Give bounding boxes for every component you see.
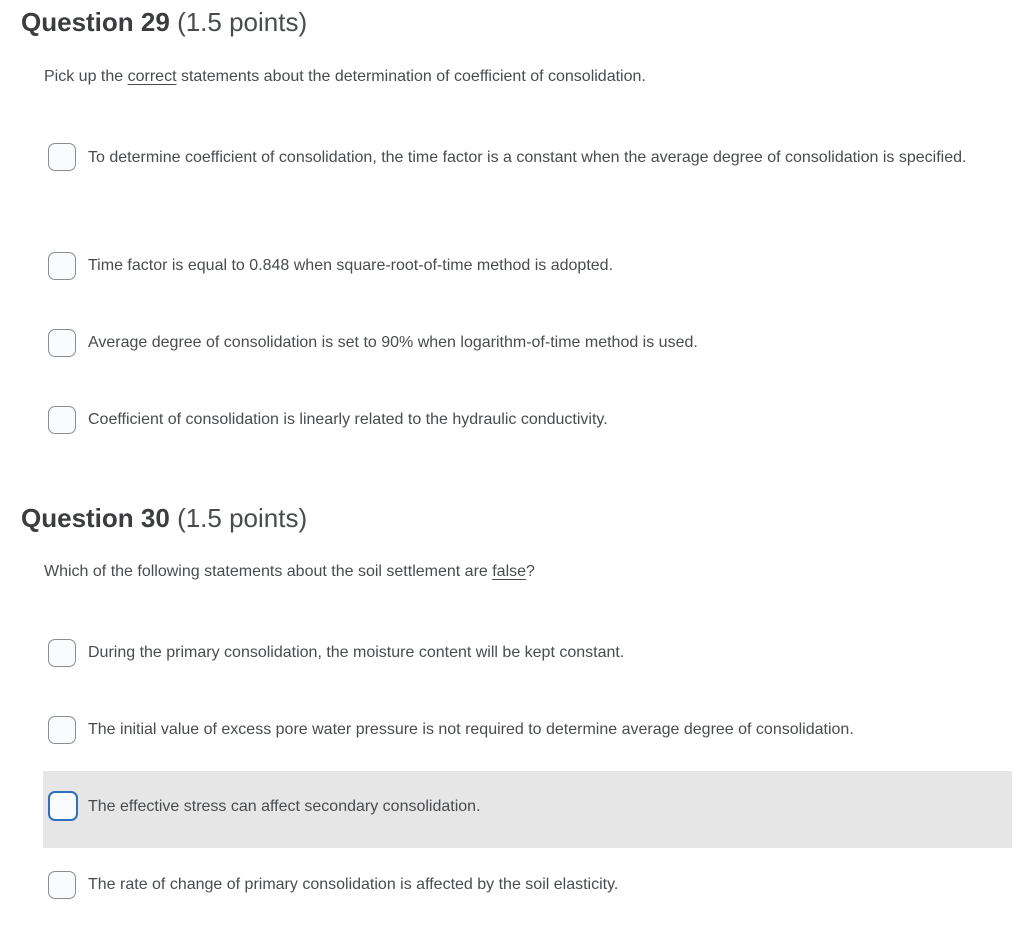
question-29-prompt <box>44 68 646 86</box>
prompt-emphasis: false <box>492 563 527 580</box>
option-label: During the primary consolidation, the moisture content will be kept constant. <box>88 644 625 661</box>
option-label: Coefficient of consolidation is linearly related to the hydraulic conductivity. <box>88 411 608 428</box>
option-label: The effective stress can affect secondary consolidation. <box>88 798 481 815</box>
question-points: (1.5 points) <box>177 503 308 533</box>
answer-option[interactable] <box>43 638 1012 668</box>
question-number: Question 29 <box>21 7 170 37</box>
answer-option-hovered[interactable] <box>43 771 1012 848</box>
question-number: Question 30 <box>21 503 170 533</box>
answer-option[interactable] <box>43 715 1012 745</box>
option-label: The rate of change of primary consolidation is affected by the soil elasticity. <box>88 876 619 893</box>
option-label: The initial value of excess pore water pressure is not required to determine average degree of consolidation. <box>88 721 854 738</box>
checkbox[interactable] <box>48 639 76 667</box>
prompt-text: Pick up the <box>44 68 128 85</box>
answer-option[interactable] <box>43 405 1012 435</box>
answer-option[interactable] <box>43 251 1012 281</box>
option-label: Average degree of consolidation is set to 90% when logarithm-of-time method is used. <box>88 334 698 351</box>
question-30-title <box>21 503 307 534</box>
prompt-text: ? <box>526 563 535 580</box>
checkbox[interactable] <box>48 252 76 280</box>
prompt-text: Which of the following statements about the soil settlement are <box>44 563 493 580</box>
checkbox[interactable] <box>48 871 76 899</box>
checkbox[interactable] <box>48 716 76 744</box>
answer-option[interactable] <box>43 143 1012 205</box>
checkbox[interactable] <box>48 329 76 357</box>
answer-option[interactable] <box>43 870 1012 900</box>
checkbox[interactable] <box>48 143 76 171</box>
checkbox[interactable] <box>48 406 76 434</box>
option-label: Time factor is equal to 0.848 when square-root-of-time method is adopted. <box>88 257 614 274</box>
question-30-prompt <box>44 563 535 581</box>
prompt-text: statements about the determination of coefficient of consolidation. <box>176 68 646 85</box>
question-points: (1.5 points) <box>177 7 308 37</box>
answer-option[interactable] <box>43 328 1012 358</box>
checkbox[interactable] <box>48 791 78 821</box>
option-label: To determine coefficient of consolidation, the time factor is a constant when the average degree of consolidation is specified. <box>88 149 967 166</box>
prompt-emphasis: correct <box>127 68 177 85</box>
question-29-title <box>21 7 307 38</box>
